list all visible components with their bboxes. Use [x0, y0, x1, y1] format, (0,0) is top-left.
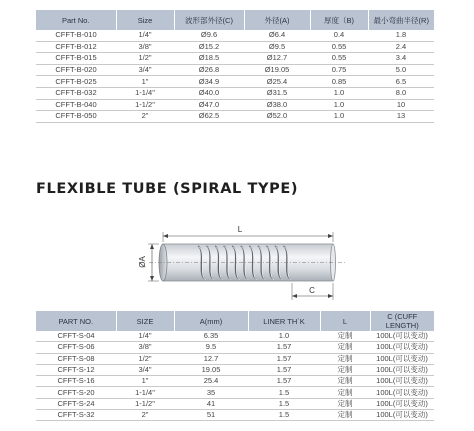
table-cell: 100L(可以变动)	[370, 410, 434, 421]
table-row	[36, 364, 434, 375]
table-cell: CFFT-B-012	[36, 41, 116, 53]
table-cell: Ø26.8	[174, 64, 244, 76]
table-row	[36, 410, 434, 421]
spiral-coil	[266, 246, 273, 279]
table-cell: 1.5	[248, 387, 320, 398]
table-cell: 6.5	[368, 76, 434, 88]
table-cell: 定制	[320, 376, 370, 387]
table-cell: 1/2"	[116, 353, 174, 364]
spiral-coil-highlight	[233, 247, 240, 280]
table-cell: 3/8"	[116, 342, 174, 353]
table-cell: 1.0	[248, 331, 320, 342]
table-cell: 1.5	[248, 410, 320, 421]
table-cell: Ø12.7	[244, 53, 310, 65]
table-cell: 1.0	[310, 111, 368, 123]
table-cell: 100L(可以变动)	[370, 376, 434, 387]
table-row	[36, 353, 434, 364]
spiral-coil	[215, 246, 222, 279]
table-cell: Ø6.4	[244, 30, 310, 41]
table-row	[36, 331, 434, 342]
tube-end-cap	[331, 244, 336, 281]
table-cell: 1-1/4"	[116, 387, 174, 398]
spiral-coil	[241, 246, 248, 279]
table-cell: 1.0	[310, 87, 368, 99]
arrowhead	[163, 234, 168, 238]
table-row	[36, 376, 434, 387]
table-cell: 1.57	[248, 342, 320, 353]
table-cell: CFFT-S-04	[36, 331, 116, 342]
spiral-coil	[258, 246, 265, 279]
col-header: C (CUFF LENGTH)	[370, 311, 434, 331]
col-header: SIZE	[116, 311, 174, 331]
table-cell: 35	[174, 387, 248, 398]
col-header: 最小弯曲半径(R)	[368, 10, 434, 30]
table-cell: Ø18.5	[174, 53, 244, 65]
table-cell: Ø38.0	[244, 99, 310, 111]
table-cell: CFFT-S-08	[36, 353, 116, 364]
arrowhead	[150, 244, 154, 249]
table-cell: 0.55	[310, 53, 368, 65]
table-cell: 1.8	[368, 30, 434, 41]
table-cell: Ø31.5	[244, 87, 310, 99]
cuff-length-label: C	[309, 286, 315, 295]
table-row	[36, 99, 434, 111]
table-cell: CFFT-S-12	[36, 364, 116, 375]
table-cell: CFFT-B-032	[36, 87, 116, 99]
spiral-coil-highlight	[258, 247, 265, 280]
table-row	[36, 87, 434, 99]
col-header: LINER TH`K	[248, 311, 320, 331]
table-cell: 100L(可以变动)	[370, 331, 434, 342]
table-cell: 100L(可以变动)	[370, 353, 434, 364]
table-cell: Ø47.0	[174, 99, 244, 111]
table-cell: 3/8"	[116, 41, 174, 53]
diameter-label: ØA	[138, 256, 147, 268]
col-header: Size	[116, 10, 174, 30]
arrowhead	[150, 276, 154, 281]
table-cell: 19.05	[174, 364, 248, 375]
spiral-coil	[275, 246, 282, 279]
spec-table-s	[36, 311, 434, 421]
arrowhead	[328, 294, 333, 298]
table-cell: 25.4	[174, 376, 248, 387]
table-cell: 41	[174, 398, 248, 409]
table-cell: 定制	[320, 353, 370, 364]
table-row	[36, 76, 434, 88]
table-cell: CFFT-B-015	[36, 53, 116, 65]
spiral-coil	[249, 246, 256, 279]
table-cell: 1-1/4"	[116, 87, 174, 99]
table-cell: CFFT-B-025	[36, 76, 116, 88]
table-cell: Ø25.4	[244, 76, 310, 88]
table-cell: CFFT-S-16	[36, 376, 116, 387]
table-cell: CFFT-S-24	[36, 398, 116, 409]
table-cell: 1.57	[248, 353, 320, 364]
table-cell: 0.75	[310, 64, 368, 76]
table-row	[36, 64, 434, 76]
table-cell: Ø9.5	[244, 41, 310, 53]
table-cell: 定制	[320, 342, 370, 353]
tube-body	[163, 244, 333, 281]
table-row	[36, 53, 434, 65]
table-cell: 6.35	[174, 331, 248, 342]
table-cell: 2.4	[368, 41, 434, 53]
table-cell: CFFT-S-32	[36, 410, 116, 421]
table-cell: CFFT-B-050	[36, 111, 116, 123]
table-cell: 2"	[116, 111, 174, 123]
table-cell: 10	[368, 99, 434, 111]
table-cell: 0.85	[310, 76, 368, 88]
table-row	[36, 41, 434, 53]
table-cell: CFFT-B-020	[36, 64, 116, 76]
table-cell: 100L(可以变动)	[370, 364, 434, 375]
col-header: PART NO.	[36, 311, 116, 331]
spiral-coil-highlight	[199, 247, 206, 280]
col-header: A(mm)	[174, 311, 248, 331]
table-row	[36, 111, 434, 123]
table-cell: 定制	[320, 364, 370, 375]
table-cell: 100L(可以变动)	[370, 398, 434, 409]
col-header: 波形部外径(C)	[174, 10, 244, 30]
table-cell: 2"	[116, 410, 174, 421]
table-cell: CFFT-S-20	[36, 387, 116, 398]
table-cell: Ø34.9	[174, 76, 244, 88]
spiral-coil-highlight	[250, 247, 257, 280]
spiral-coil	[224, 246, 231, 279]
table-cell: 3/4"	[116, 364, 174, 375]
table-cell: CFFT-B-010	[36, 30, 116, 41]
spec-table-b	[36, 10, 434, 123]
table-cell: 13	[368, 111, 434, 123]
table-header-row	[36, 311, 434, 331]
section-title: FLEXIBLE TUBE (SPIRAL TYPE)	[36, 181, 299, 197]
spiral-coil	[283, 246, 290, 279]
table-cell: 1"	[116, 76, 174, 88]
table-cell: 3/4"	[116, 64, 174, 76]
col-header: 厚度（B)	[310, 10, 368, 30]
col-header: L	[320, 311, 370, 331]
arrowhead	[292, 294, 297, 298]
table-cell: 9.5	[174, 342, 248, 353]
table-cell: 0.4	[310, 30, 368, 41]
col-header: Part No.	[36, 10, 116, 30]
table-row	[36, 387, 434, 398]
spiral-coil-highlight	[241, 247, 248, 280]
table-row	[36, 342, 434, 353]
table-cell: Ø15.2	[174, 41, 244, 53]
table-cell: 1.5	[248, 398, 320, 409]
spiral-coil-highlight	[284, 247, 291, 280]
table-cell: 定制	[320, 331, 370, 342]
table-cell: 1-1/2"	[116, 398, 174, 409]
table-cell: 定制	[320, 387, 370, 398]
length-label: L	[237, 225, 243, 234]
table-cell: Ø40.0	[174, 87, 244, 99]
table-cell: CFFT-B-040	[36, 99, 116, 111]
table-cell: 1/4"	[116, 30, 174, 41]
spiral-coil	[232, 246, 239, 279]
spiral-coil-highlight	[267, 247, 274, 280]
table-cell: 0.55	[310, 41, 368, 53]
table-cell: 5.0	[368, 64, 434, 76]
table-row	[36, 30, 434, 41]
table-row	[36, 398, 434, 409]
table-cell: 1/2"	[116, 53, 174, 65]
table-cell: 1.0	[310, 99, 368, 111]
table-cell: 8.0	[368, 87, 434, 99]
table-header-row	[36, 10, 434, 30]
table-cell: Ø62.5	[174, 111, 244, 123]
table-cell: Ø52.0	[244, 111, 310, 123]
table-cell: 定制	[320, 410, 370, 421]
table-cell: 3.4	[368, 53, 434, 65]
table-cell: 1.57	[248, 364, 320, 375]
spiral-coil-highlight	[207, 247, 214, 280]
table-cell: 1.57	[248, 376, 320, 387]
spiral-coil	[198, 246, 205, 279]
table-cell: 1"	[116, 376, 174, 387]
table-cell: 定制	[320, 398, 370, 409]
table-cell: Ø9.6	[174, 30, 244, 41]
table-cell: 1-1/2"	[116, 99, 174, 111]
table-cell: CFFT-S-06	[36, 342, 116, 353]
table-cell: 51	[174, 410, 248, 421]
spiral-coil	[207, 246, 214, 279]
table-cell: 1/4"	[116, 331, 174, 342]
tube-end-cap	[159, 244, 167, 281]
arrowhead	[328, 234, 333, 238]
table-cell: 100L(可以变动)	[370, 387, 434, 398]
table-cell: Ø19.05	[244, 64, 310, 76]
table-cell: 12.7	[174, 353, 248, 364]
spiral-coil-highlight	[276, 247, 283, 280]
col-header: 外径(A)	[244, 10, 310, 30]
table-cell: 100L(可以变动)	[370, 342, 434, 353]
spiral-coil-highlight	[216, 247, 223, 280]
spiral-coil-highlight	[224, 247, 231, 280]
